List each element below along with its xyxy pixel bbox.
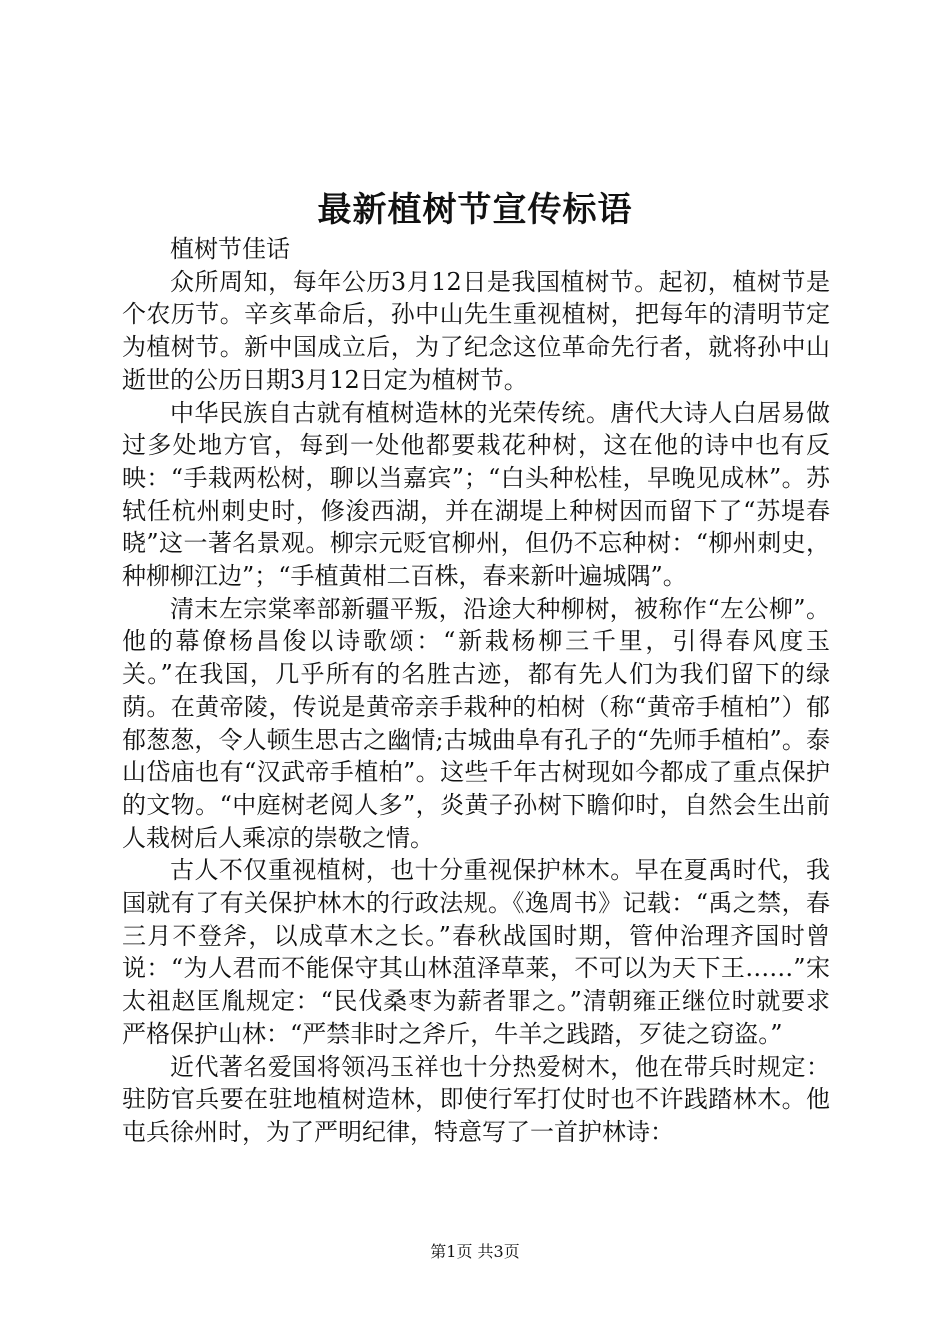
paragraph: 清末左宗棠率部新疆平叛，沿途大种柳树，被称作“左公柳”。他的幕僚杨昌俊以诗歌颂：“新栽杨柳三千里，引得春风度玉关。”在我国，几乎所有的名胜古迹，都有先人们为我们留下的绿荫。在黄帝陵，传说是黄帝亲手栽种的柏树（称“黄帝手植柏”）郁郁葱葱，令人顿生思古之幽情;古城曲阜有孔子的“先师手植柏”。泰山岱庙也有“汉武帝手植柏”。这些千年古树现如今都成了重点保护的文物。“中庭树老阅人多”，炎黄子孙树下瞻仰时，自然会生出前人栽树后人乘凉的崇敬之情。 [122, 594, 830, 852]
paragraph-heading: 植树节佳话 [170, 235, 290, 263]
paragraph: 众所周知，每年公历3月12日是我国植树节。起初，植树节是个农历节。辛亥革命后，孙中山先生重视植树，把每年的清明节定为植树节。新中国成立后，为了纪念这位革命先行者，就将孙中山逝世的公历日期3月12日定为植树节。 [122, 267, 830, 394]
document-title: 最新植树节宣传标语 [317, 190, 633, 230]
document-body [122, 233, 830, 1149]
paragraph: 近代著名爱国将领冯玉祥也十分热爱树木，他在带兵时规定：驻防官兵要在驻地植树造林，即使行军打仗时也不许践踏林木。他屯兵徐州时，为了严明纪律，特意写了一首护林诗： [122, 1052, 830, 1146]
page-footer: 第1页 共3页 [430, 1242, 520, 1261]
paragraph: 中华民族自古就有植树造林的光荣传统。唐代大诗人白居易做过多处地方官，每到一处他都要栽花种树，这在他的诗中也有反映：“手栽两松树，聊以当嘉宾”；“白头种松桂，早晚见成林”。苏轼任杭州刺史时，修浚西湖，并在湖堤上种树因而留下了“苏堤春晓”这一著名景观。柳宗元贬官柳州，但仍不忘种树：“柳州刺史，种柳柳江边”；“手植黄柑二百株，春来新叶遍城隅”。 [122, 398, 830, 591]
paragraph: 古人不仅重视植树，也十分重视保护林木。早在夏禹时代，我国就有了有关保护林木的行政法规。《逸周书》记载：“禹之禁，春三月不登斧，以成草木之长。”春秋战国时期，管仲治理齐国时曾说：“为人君而不能保守其山林菹泽草莱，不可以为天下王……”宋太祖赵匡胤规定：“民伐桑枣为薪者罪之。”清朝雍正继位时就要求严格保护山林：“严禁非时之斧斤，牛羊之践踏，歹徒之窃盗。” [122, 856, 830, 1048]
